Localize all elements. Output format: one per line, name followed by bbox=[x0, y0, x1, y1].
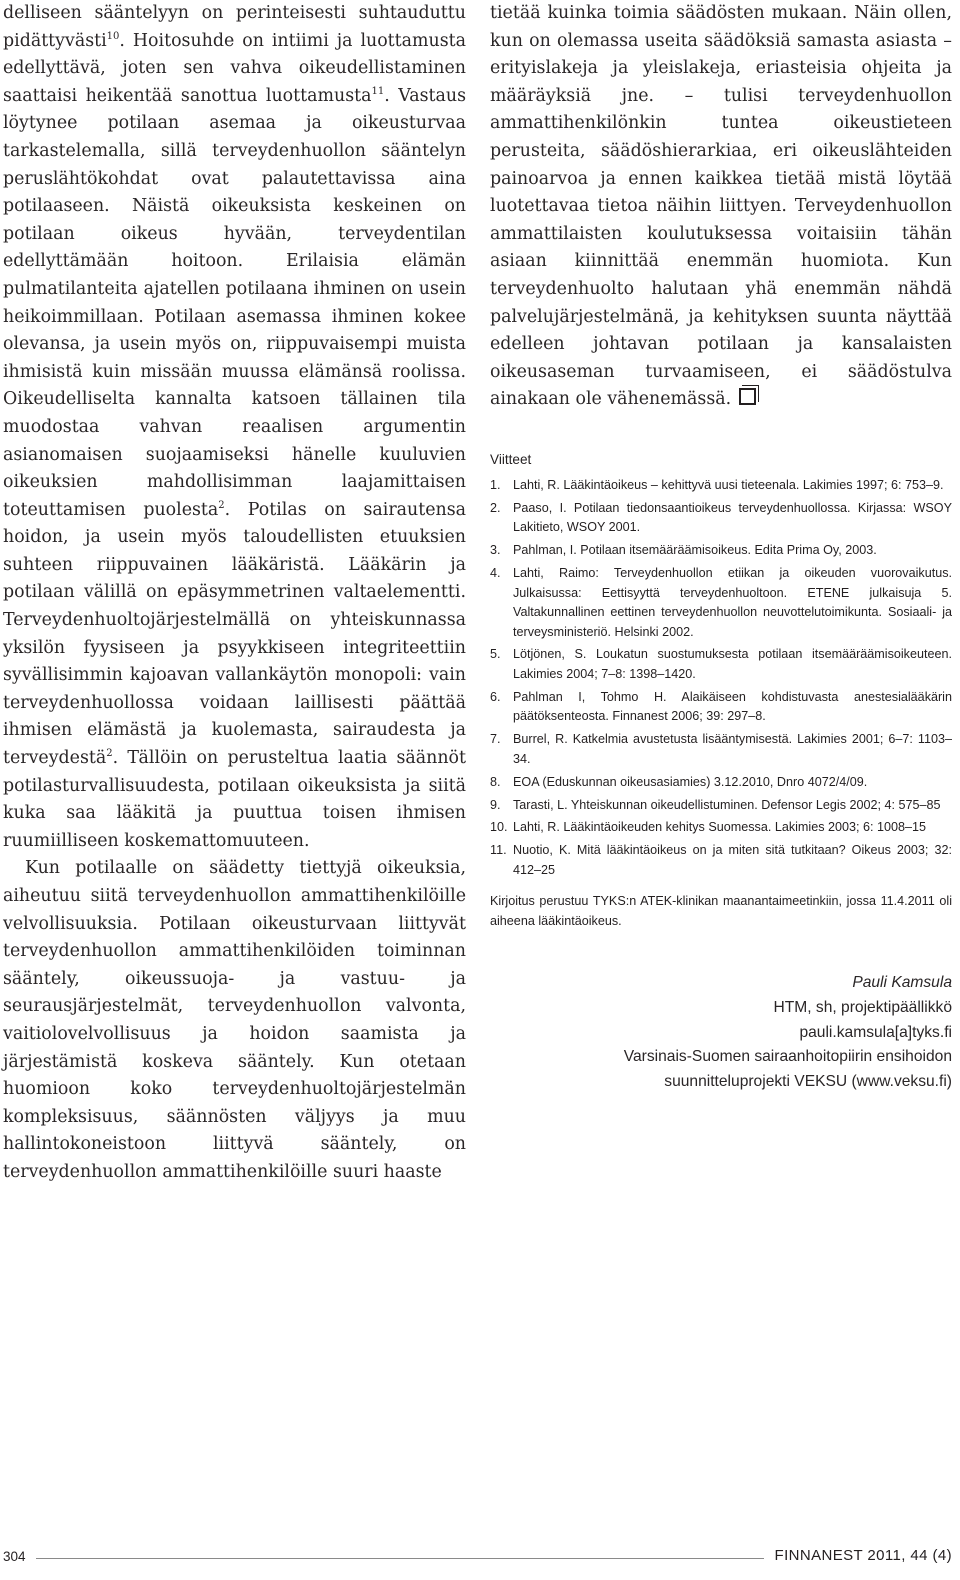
reference-number: 3. bbox=[490, 543, 501, 558]
author-name: Pauli Kamsula bbox=[852, 974, 952, 992]
paragraph-text: . Hoitosuhde on intiimi ja luottamusta edellyttävä, joten sen vahva oikeudellistaminen saattaisi heikentää sanottua luottamusta bbox=[3, 30, 466, 106]
body-paragraph-3 bbox=[490, 0, 952, 414]
body-paragraph-2: Kun potilaalle on säädetty tiettyjä oikeuksia, aiheutuu siitä terveydenhuollon ammattihenkilöille velvollisuuksia. Potilaan oikeusturvaan liittyvät terveydenhuollon ammattihenkilöiden toiminnan sääntely, oikeussuoja- ja vastuu- ja seurausjärjestelmät, terveydenhuollon valvonta, vaitiolovelvollisuus ja hoidon saamista ja järjestämistä koskeva sääntely. Kun otetaan huomioon koko terveydenhuoltojärjestelmän kompleksisuus, säännösten väljyys ja muu hallintokoneistoon liittyvä sääntely, on terveydenhuollon ammattihenkilöille suuri haaste bbox=[3, 858, 466, 1182]
page-number: 304 bbox=[3, 1549, 26, 1564]
reference-superscript: 2 bbox=[218, 499, 225, 511]
reference-item bbox=[490, 645, 952, 684]
reference-superscript: 11 bbox=[371, 85, 385, 97]
reference-text: Lahti, R. Lääkintäoikeuden kehitys Suomessa. Lakimies 2003; 6: 1008–15 bbox=[513, 820, 927, 835]
reference-item bbox=[490, 818, 952, 838]
paragraph-text: . Potilas on sairautensa hoidon, ja usein myös taloudellisten etuuksien suhteen riippuvainen lääkäristä. Lääkärin ja potilaan välillä on epäsymmetrinen valtaelementti. Terveydenhuoltojärjestelmällä on yhteiskunnassa yksilön fyysiseen ja psyykkiseen integriteettiin syvällisimmin kajoavan vallankäytön monopoli: vain terveydenhuollossa voidaan laillisesti päättää ihmisen elämästä ja kuolemasta, sairaudesta ja terveydestä bbox=[3, 499, 466, 769]
reference-number: 11. bbox=[490, 843, 507, 858]
reference-text: Lahti, R. Lääkintäoikeus – kehittyvä uusi tieteenala. Lakimies 1997; 6: 753–9. bbox=[513, 477, 944, 492]
reference-text: Paaso, I. Potilaan tiedonsaantioikeus terveydenhuollossa. Kirjassa: WSOY Lakitieto, WSOY 2001. bbox=[513, 500, 952, 535]
reference-text: Pahlman I, Tohmo H. Alaikäiseen kohdistuvasta anestesialääkärin päätöksenteosta. Finnanest 2006; 39: 297–8. bbox=[513, 689, 952, 724]
reference-number: 1. bbox=[490, 477, 501, 492]
journal-footer: FINNANEST 2011, 44 (4) bbox=[774, 1547, 952, 1564]
reference-number: 9. bbox=[490, 797, 501, 812]
reference-text: EOA (Eduskunnan oikeusasiamies) 3.12.2010, Dnro 4072/4/09. bbox=[513, 774, 868, 789]
paragraph-text: tietää kuinka toimia säädösten mukaan. Näin ollen, kun on olemassa useita säädöksiä samasta asiasta – erityislakeja ja yleislakeja, eriasteisia ohjeita ja määräyksiä jne. – tulisi terveydenhuollon ammattihenkilönkin tuntea oikeustieteen perusteita, säädöshierarkiaa, eri oikeuslähteiden painoarvoa ja ennen kaikkea tietää mistä löytää luotettavaa tietoa näihin liittyen. Terveydenhuollon ammattilaisten koulutuksessa voitaisiin tähän asiaan kiinnittää enemmän huomiota. Kun terveydenhuolto halutaan yhä enemmän nähdä palvelujärjestelmänä, ja kehityksen suunta näyttää edelleen johtavan potilaan ja kansalaisten oikeusaseman turvaamiseen, ei säädöstulva ainakaan ole vähenemässä. bbox=[490, 3, 952, 410]
reference-text: Tarasti, L. Yhteiskunnan oikeudellistuminen. Defensor Legis 2002; 4: 575–85 bbox=[513, 797, 941, 812]
reference-text: Lötjönen, S. Loukatun suostumuksesta potilaan itsemääräämisoikeuteen. Lakimies 2004; 7–8: 1398–1420. bbox=[513, 647, 952, 681]
reference-text: Lahti, Raimo: Terveydenhuollon etiikan ja oikeuden vuorovaikutus. Julkaisussa: Eettisyyttä terveydenhuoltoon. ETENE julkaisuja 5. Valtakunnallinen eettinen terveydenhuollon neuvottelutoimikunta. Sosiaali- ja terveysministeriö. Helsinki 2002. bbox=[513, 566, 952, 639]
author-affiliation: suunnitteluprojekti VEKSU (www.veksu.fi) bbox=[664, 1072, 952, 1090]
paragraph-text: . Tällöin on perusteltua laatia säännöt potilasturvallisuudesta, potilaan oikeuksista ja siitä kuka saa lääkitä ja puuttua toisen ihmisen ruumiilliseen koskemattomuuteen. bbox=[3, 748, 466, 851]
reference-number: 8. bbox=[490, 774, 501, 789]
reference-item bbox=[490, 541, 952, 561]
references-heading: Viitteet bbox=[490, 451, 532, 467]
right-column bbox=[490, 0, 952, 1094]
reference-text: Nuotio, K. Mitä lääkintäoikeus on ja miten sitä tutkitaan? Oikeus 2003; 32: 412–25 bbox=[513, 843, 952, 877]
article-note: Kirjoitus perustuu TYKS:n ATEK-klinikan maanantaimeetinkiin, jossa 11.4.2011 oli aiheena lääkintäoikeus. bbox=[490, 894, 952, 928]
reference-item bbox=[490, 773, 952, 793]
body-paragraph-1 bbox=[3, 0, 466, 855]
reference-number: 10. bbox=[490, 820, 508, 835]
reference-superscript: 2 bbox=[106, 748, 113, 760]
reference-number: 5. bbox=[490, 647, 501, 662]
reference-item bbox=[490, 564, 952, 642]
reference-item bbox=[490, 688, 952, 727]
reference-number: 2. bbox=[490, 500, 501, 515]
reference-item bbox=[490, 499, 952, 538]
reference-item bbox=[490, 476, 952, 496]
reference-superscript: 10 bbox=[106, 30, 120, 42]
reference-item bbox=[490, 841, 952, 880]
left-column bbox=[3, 0, 466, 1187]
footer-divider bbox=[36, 1558, 764, 1559]
paragraph-text: delliseen sääntelyyn on perinteisesti suhtauduttu pidättyvästi bbox=[3, 3, 466, 51]
author-signature bbox=[490, 971, 952, 1094]
reference-number: 6. bbox=[490, 689, 501, 704]
author-affiliation: Varsinais-Suomen sairaanhoitopiirin ensihoidon bbox=[623, 1048, 952, 1066]
reference-text: Pahlman, I. Potilaan itsemääräämisoikeus. Edita Prima Oy, 2003. bbox=[513, 543, 877, 558]
references-list bbox=[490, 476, 952, 880]
author-email: pauli.kamsula[a]tyks.fi bbox=[799, 1023, 952, 1041]
paragraph-text: . Vastaus löytynee potilaan asemaa ja oikeusturvaa tarkastelemalla, sillä terveydenhuollon sääntelyn peruslähtökohdat ovat palautettavissa aina potilaaseen. Näistä oikeuksista keskeinen on potilaan oikeus hyvään, terveydentilan edellyttämään hoitoon. Erilaisia elämän pulmatilanteita ajatellen potilaana ihminen on usein heikoimmillaan. Potilaan asemassa ihminen kokee olevansa, ja usein myös on, riippuvaisempi muista ihmisistä kuin missään muussa elämänsä roolissa. Oikeudelliselta kannalta katsoen tällainen tila muodostaa vahvan reaalisen argumentin asianomaisen suojaamiseksi hänelle kuuluvien oikeuksien mahdollisimman laajamittaisen toteuttamisen puolesta bbox=[3, 85, 466, 520]
reference-number: 4. bbox=[490, 566, 501, 581]
end-of-article-box-icon bbox=[739, 388, 756, 405]
reference-item bbox=[490, 796, 952, 816]
reference-item bbox=[490, 730, 952, 769]
reference-number: 7. bbox=[490, 732, 501, 747]
reference-text: Burrel, R. Katkelmia avustetusta lisääntymisestä. Lakimies 2001; 6–7: 1103–34. bbox=[513, 732, 952, 766]
author-title: HTM, sh, projektipäällikkö bbox=[773, 998, 952, 1016]
